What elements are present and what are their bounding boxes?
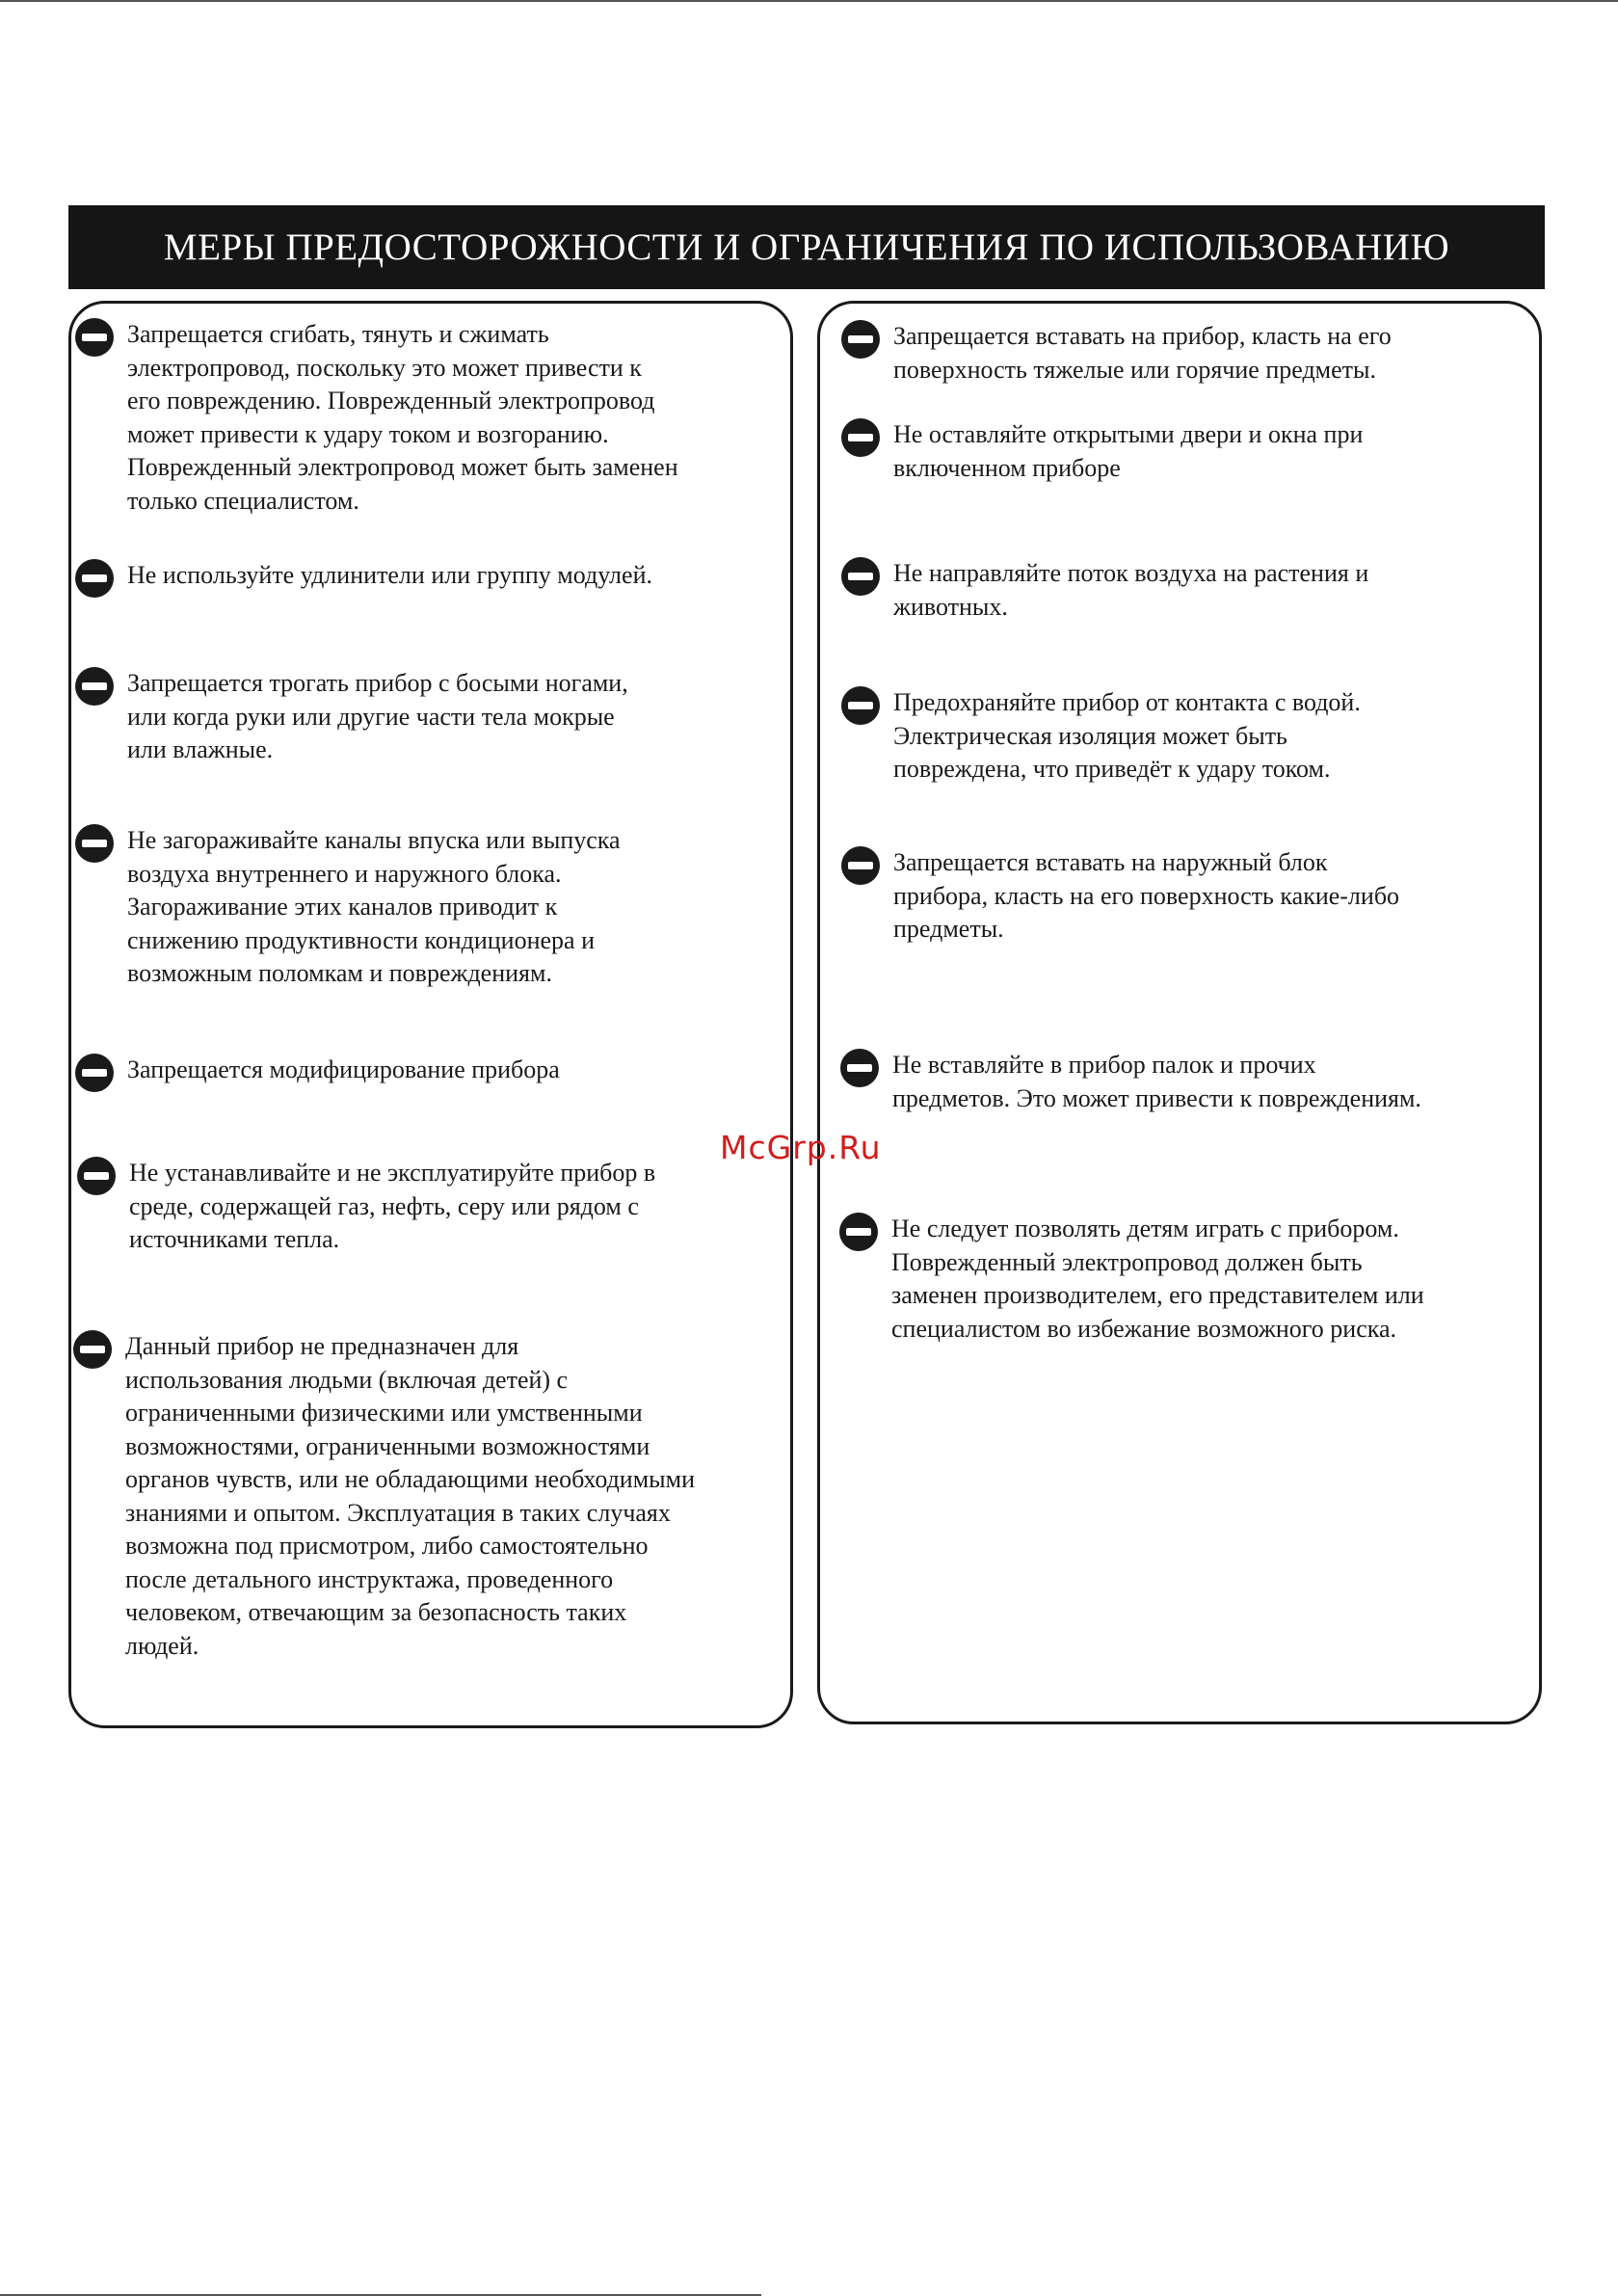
prohibition-icon <box>75 1054 114 1092</box>
warning-text: Не направляйте поток воздуха на растения и животных. <box>893 559 1369 621</box>
warning-text: Данный прибор не предназначен для использования людьми (включая детей) с ограниченными физическими или умственными возможностями, ограниченными возможностями органов чувств, или не обладающими необходимыми знаниями и опытом. Эксплуатация в таких случаях возможна под присмотром, либо самостоятельно после детального инструктажа, проведенного человеком, отвечающим за безопасность таких людей. <box>125 1332 696 1660</box>
warning-text: Не вставляйте в прибор палок и прочих предметов. Это может привести к повреждениям. <box>892 1051 1421 1112</box>
prohibition-icon <box>75 559 114 598</box>
warning-item <box>841 557 1368 624</box>
warning-item <box>841 418 1363 485</box>
warning-text: Не используйте удлинители или группу модулей. <box>127 561 652 589</box>
warning-text: Запрещается вставать на наружный блок прибора, класть на его поверхность какие-либо предметы. <box>893 848 1400 943</box>
warning-text: Не оставляйте открытыми двери и окна при включенном приборе <box>893 420 1364 482</box>
warning-text: Запрещается трогать прибор с босыми ногами, или когда руки или другие части тела мокрые или влажные. <box>127 669 628 763</box>
warning-text: Не следует позволять детям играть с прибором. Поврежденный электропровод должен быть заменен производителем, его представителем или специалистом во избежание возможного риска. <box>891 1215 1424 1343</box>
warning-item <box>841 686 1361 787</box>
warning-item <box>75 559 652 598</box>
prohibition-icon <box>841 557 880 596</box>
prohibition-icon <box>75 318 114 357</box>
prohibition-icon <box>840 1049 879 1087</box>
warning-text: Предохраняйте прибор от контакта с водой. Электрическая изоляция может быть повреждена, что приведёт к удару током. <box>893 688 1361 783</box>
warning-text: Не загораживайте каналы впуска или выпуска воздуха внутреннего и наружного блока. Загораживание этих каналов приводит к снижению продуктивности кондиционера и возможным поломкам и повреждениям. <box>127 826 621 987</box>
prohibition-icon <box>841 846 880 885</box>
watermark: McGrp.Ru <box>720 1129 882 1166</box>
warning-item <box>75 1054 560 1092</box>
section-title: МЕРЫ ПРЕДОСТОРОЖНОСТИ И ОГРАНИЧЕНИЯ ПО ИСПОЛЬЗОВАНИЮ <box>163 227 1450 268</box>
warning-item <box>75 824 621 991</box>
prohibition-icon <box>841 418 880 457</box>
warning-item <box>841 846 1399 947</box>
warning-item <box>75 667 628 767</box>
top-rule <box>0 0 1618 2</box>
right-column-panel <box>817 301 1542 1724</box>
prohibition-icon <box>75 824 114 863</box>
warning-text: Запрещается сгибать, тянуть и сжимать электропровод, поскольку это может привести к его повреждению. Поврежденный электропровод может привести к удару током и возгоранию. Поврежденный электропровод может быть заменен только специалистом. <box>127 320 678 515</box>
warning-item <box>841 320 1392 387</box>
warning-item <box>840 1049 1421 1115</box>
prohibition-icon <box>77 1157 116 1195</box>
warning-item <box>77 1157 655 1257</box>
warning-text: Запрещается вставать на прибор, класть на его поверхность тяжелые или горячие предметы. <box>893 322 1392 384</box>
warning-item <box>75 318 678 518</box>
warning-item <box>73 1330 695 1663</box>
prohibition-icon <box>75 667 114 706</box>
prohibition-icon <box>841 686 880 725</box>
warning-text: Запрещается модифицирование прибора <box>127 1055 560 1083</box>
warning-text: Не устанавливайте и не эксплуатируйте прибор в среде, содержащей газ, нефть, серу или рядом с источниками тепла. <box>129 1159 656 1253</box>
prohibition-icon <box>841 320 880 359</box>
section-header <box>68 205 1545 289</box>
prohibition-icon <box>73 1330 112 1369</box>
warning-item <box>839 1213 1424 1346</box>
prohibition-icon <box>839 1213 878 1251</box>
